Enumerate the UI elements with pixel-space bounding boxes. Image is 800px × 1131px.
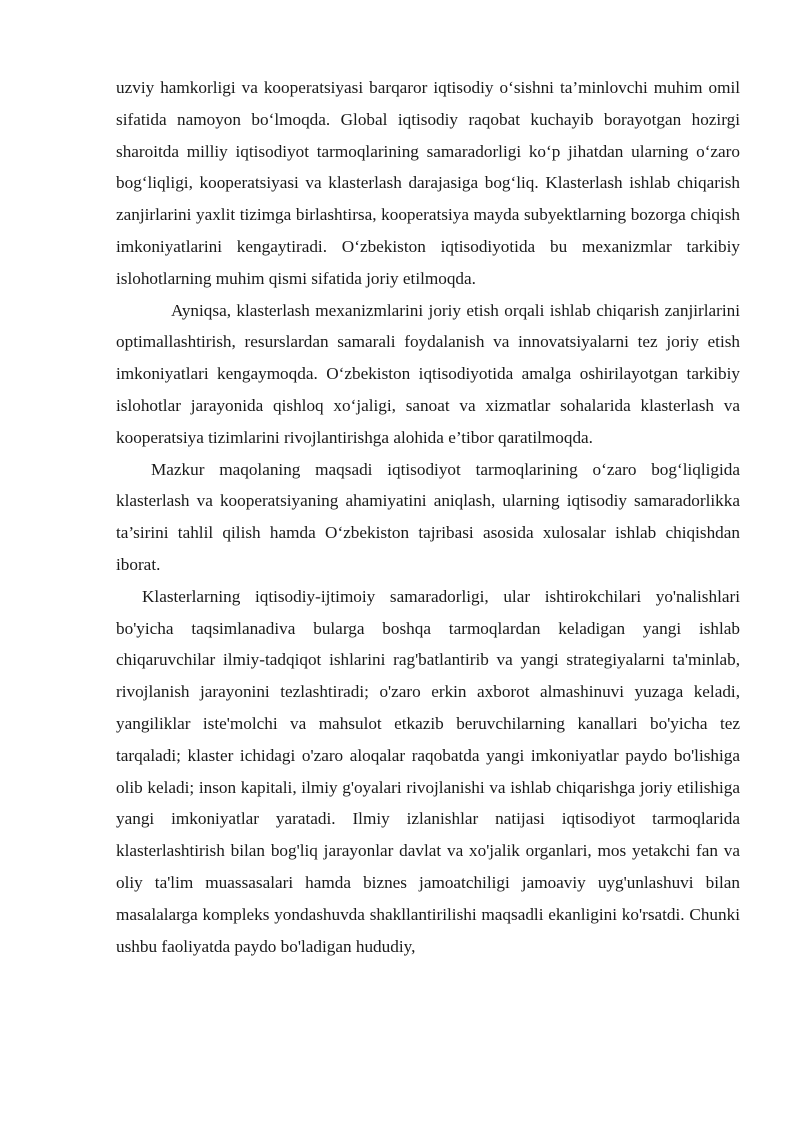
paragraph-4: Klasterlarning iqtisodiy-ijtimoiy samaradorligi, ular ishtirokchilari yo'nalishlari bo'yicha taqsimlanadiva bularga boshqa tarmoqlardan keladigan yangi ishlab chiqaruvchilar ilmiy-tadqiqot ishlarini rag'batlantirib va yangi strategiyalarni ta'minlab, rivojlanish jarayonini tezlashtiradi; o'zaro erkin axborot almashinuvi yuzaga keladi, yangiliklar iste'molchi va mahsulot etkazib beruvchilarning kanallari bo'yicha tez tarqaladi; klaster ichidagi o'zaro aloqalar raqobatda yangi imkoniyatlar paydo bo'lishiga olib keladi; inson kapitali, ilmiy g'oyalari rivojlanishi va ishlab chiqarishga joriy etilishiga yangi imkoniyatlar yaratadi. Ilmiy izlanishlar natijasi iqtisodiyot tarmoqlarida klasterlashtirish bilan bog'liq jarayonlar davlat va xo'jalik organlari, mos yetakchi fan va oliy ta'lim muassasalari hamda biznes jamoatchiligi jamoaviy uyg'unlashuvi bilan masalalarga kompleks yondashuvda shakllantirilishi maqsadli ekanligini ko'rsatdi. Chunki ushbu faoliyatda paydo bo'ladigan hududiy, — [116, 586, 740, 956]
document-body — [116, 72, 740, 962]
paragraph-2: Ayniqsa, klasterlash mexanizmlarini joriy etish orqali ishlab chiqarish zanjirlarini optimallashtirish, resurslardan samarali foydalanish va innovatsiyalarni tez joriy etish imkoniyatlari kengaymoqda. O‘zbekiston iqtisodiyotida amalga oshirilayotgan tarkibiy islohotlar jarayonida qishloq xo‘jaligi, sanoat va xizmatlar sohalarida klasterlash va kooperatsiya tizimlarini rivojlantirishga alohida e’tibor qaratilmoqda. — [116, 300, 740, 447]
paragraph-3: Mazkur maqolaning maqsadi iqtisodiyot tarmoqlarining o‘zaro bog‘liqligida klasterlash va kooperatsiyaning ahamiyatini aniqlash, ularning iqtisodiy samaradorlikka ta’sirini tahlil qilish hamda O‘zbekiston tajribasi asosida xulosalar ishlab chiqishdan iborat. — [116, 459, 740, 574]
paragraph-1: uzviy hamkorligi va kooperatsiyasi barqaror iqtisodiy o‘sishni ta’minlovchi muhim omil sifatida namoyon bo‘lmoqda. Global iqtisodiy raqobat kuchayib borayotgan hozirgi sharoitda milliy iqtisodiyot tarmoqlarining samaradorligi ko‘p jihatdan ularning o‘zaro bog‘liqligi, kooperatsiyasi va klasterlash darajasiga bog‘liq. Klasterlash ishlab chiqarish zanjirlarini yaxlit tizimga birlashtirsa, kooperatsiya mayda subyektlarning bozorga chiqish imkoniyatlarini kengaytiradi. O‘zbekiston iqtisodiyotida bu mexanizmlar tarkibiy islohotlarning muhim qismi sifatida joriy etilmoqda. — [116, 78, 740, 288]
